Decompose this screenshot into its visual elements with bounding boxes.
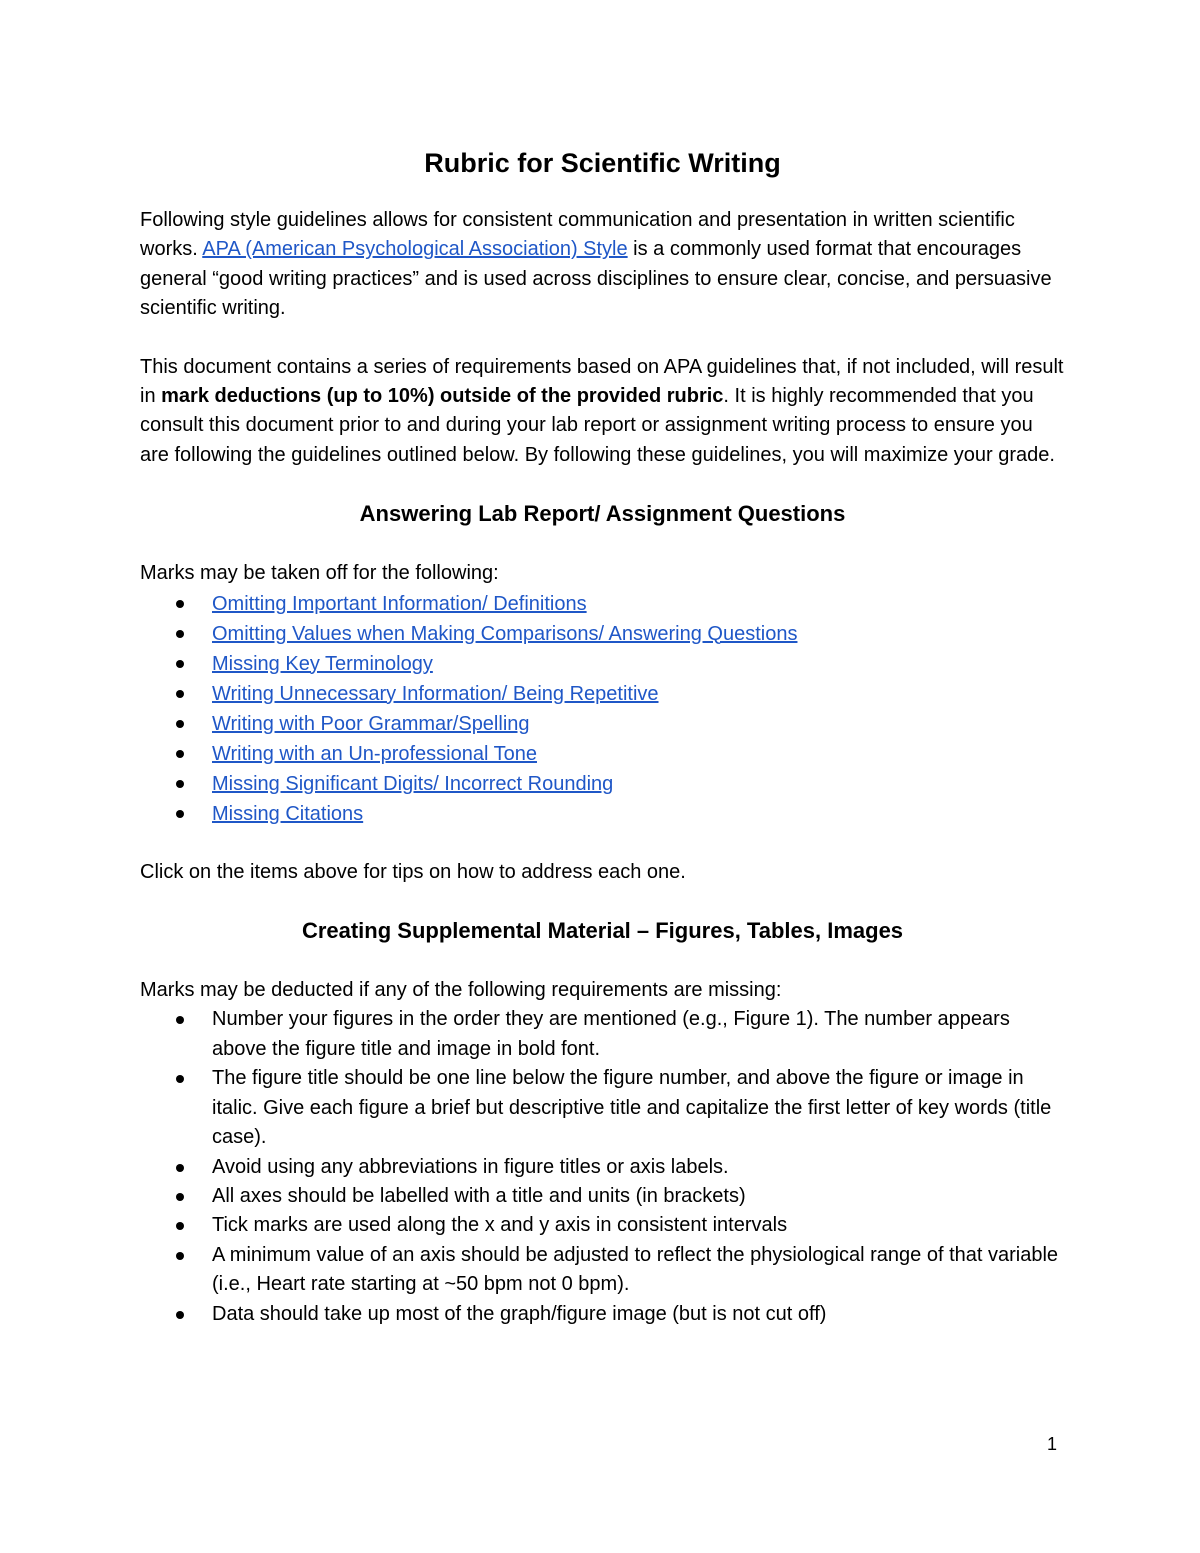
tip-link-unnecessary-information[interactable]: Writing Unnecessary Information/ Being Repetitive bbox=[212, 682, 659, 705]
tip-link-omitting-values[interactable]: Omitting Values when Making Comparisons/ Answering Questions bbox=[212, 622, 798, 645]
tip-link-citations[interactable]: Missing Citations bbox=[212, 802, 364, 825]
requirement-text: A minimum value of an axis should be adjusted to reflect the physiological range of that variable (i.e., Heart rate starting at ~50 bpm not 0 bpm). bbox=[212, 1243, 1059, 1296]
intro-p1-text-pre: Following style guidelines allows for consistent communication and presentation in written scientific works. bbox=[140, 209, 1015, 261]
bullet-icon bbox=[176, 1193, 184, 1201]
intro-p1-text-post: is a commonly used format that encourages general “good writing practices” and is used across disciplines to ensure clear, concise, and persuasive scientific writing. bbox=[140, 238, 1052, 320]
list-item bbox=[140, 589, 1065, 619]
list-item bbox=[140, 769, 1065, 799]
section1-footer-note: Click on the items above for tips on how to address each one. bbox=[140, 860, 686, 883]
list-item bbox=[140, 649, 1065, 679]
list-item bbox=[140, 739, 1065, 769]
apa-style-link[interactable]: APA (American Psychological Association) Style bbox=[202, 238, 628, 261]
requirement-text: All axes should be labelled with a title and units (in brackets) bbox=[212, 1184, 746, 1207]
bullet-icon bbox=[176, 1164, 184, 1172]
list-item bbox=[140, 1182, 1065, 1211]
list-item bbox=[140, 709, 1065, 739]
requirement-text: Avoid using any abbreviations in figure titles or axis labels. bbox=[212, 1155, 729, 1178]
list-item bbox=[140, 1005, 1065, 1064]
mark-deduction-link-list bbox=[140, 589, 1065, 829]
tip-link-key-terminology[interactable]: Missing Key Terminology bbox=[212, 652, 433, 675]
bullet-icon bbox=[176, 1075, 184, 1083]
deduction-emphasis: mark deductions (up to 10%) outside of the provided rubric bbox=[161, 385, 724, 408]
section2-leadin: Marks may be deducted if any of the following requirements are missing: bbox=[140, 979, 782, 1002]
page-number: 1 bbox=[1047, 1434, 1058, 1454]
list-item bbox=[140, 1241, 1065, 1300]
bullet-icon bbox=[176, 1222, 184, 1230]
bullet-icon bbox=[176, 600, 184, 608]
bullet-icon bbox=[176, 660, 184, 668]
bullet-icon bbox=[176, 720, 184, 728]
list-item bbox=[140, 1211, 1065, 1240]
tip-link-professional-tone[interactable]: Writing with an Un-professional Tone bbox=[212, 742, 537, 765]
list-item bbox=[140, 1064, 1065, 1152]
list-item bbox=[140, 799, 1065, 829]
intro-paragraph-2 bbox=[140, 353, 1065, 471]
list-item bbox=[140, 679, 1065, 709]
section-heading-supplemental: Creating Supplemental Material – Figures, Tables, Images bbox=[301, 918, 904, 944]
bullet-icon bbox=[176, 810, 184, 818]
page-title: Rubric for Scientific Writing bbox=[424, 148, 781, 178]
requirement-text: Number your figures in the order they are mentioned (e.g., Figure 1). The number appears above the figure title and image in bold font. bbox=[212, 1008, 1010, 1060]
intro-p2-text-post: . It is highly recommended that you consult this document prior to and during your lab report or assignment writing process to ensure you are following the guidelines outlined below. By following these guidelines, you will maximize your grade. bbox=[140, 385, 1055, 466]
bullet-icon bbox=[176, 1252, 184, 1260]
bullet-icon bbox=[176, 750, 184, 758]
figure-requirements-list bbox=[140, 1005, 1065, 1328]
bullet-icon bbox=[176, 1311, 184, 1319]
tip-link-omitting-information[interactable]: Omitting Important Information/ Definitions bbox=[212, 592, 587, 615]
intro-paragraph-1 bbox=[140, 206, 1065, 324]
requirement-text: Tick marks are used along the x and y axis in consistent intervals bbox=[212, 1214, 788, 1237]
list-item bbox=[140, 1153, 1065, 1182]
tip-link-significant-digits[interactable]: Missing Significant Digits/ Incorrect Rounding bbox=[212, 772, 614, 795]
requirement-text: The figure title should be one line below the figure number, and above the figure or image in italic. Give each figure a brief but descriptive title and capitalize the first letter of key words (title case). bbox=[212, 1067, 1052, 1149]
tip-link-grammar-spelling[interactable]: Writing with Poor Grammar/Spelling bbox=[212, 712, 530, 735]
bullet-icon bbox=[176, 1016, 184, 1024]
document-page bbox=[140, 140, 1065, 1358]
intro-p2-text-pre: This document contains a series of requirements based on APA guidelines that, if not included, will result in bbox=[140, 355, 1064, 408]
requirement-text: Data should take up most of the graph/figure image (but is not cut off) bbox=[212, 1302, 827, 1325]
section-heading-answering: Answering Lab Report/ Assignment Questions bbox=[359, 501, 846, 527]
list-item bbox=[140, 619, 1065, 649]
list-item bbox=[140, 1300, 1065, 1329]
bullet-icon bbox=[176, 780, 184, 788]
bullet-icon bbox=[176, 690, 184, 698]
bullet-icon bbox=[176, 630, 184, 638]
section1-leadin: Marks may be taken off for the following: bbox=[140, 562, 499, 585]
